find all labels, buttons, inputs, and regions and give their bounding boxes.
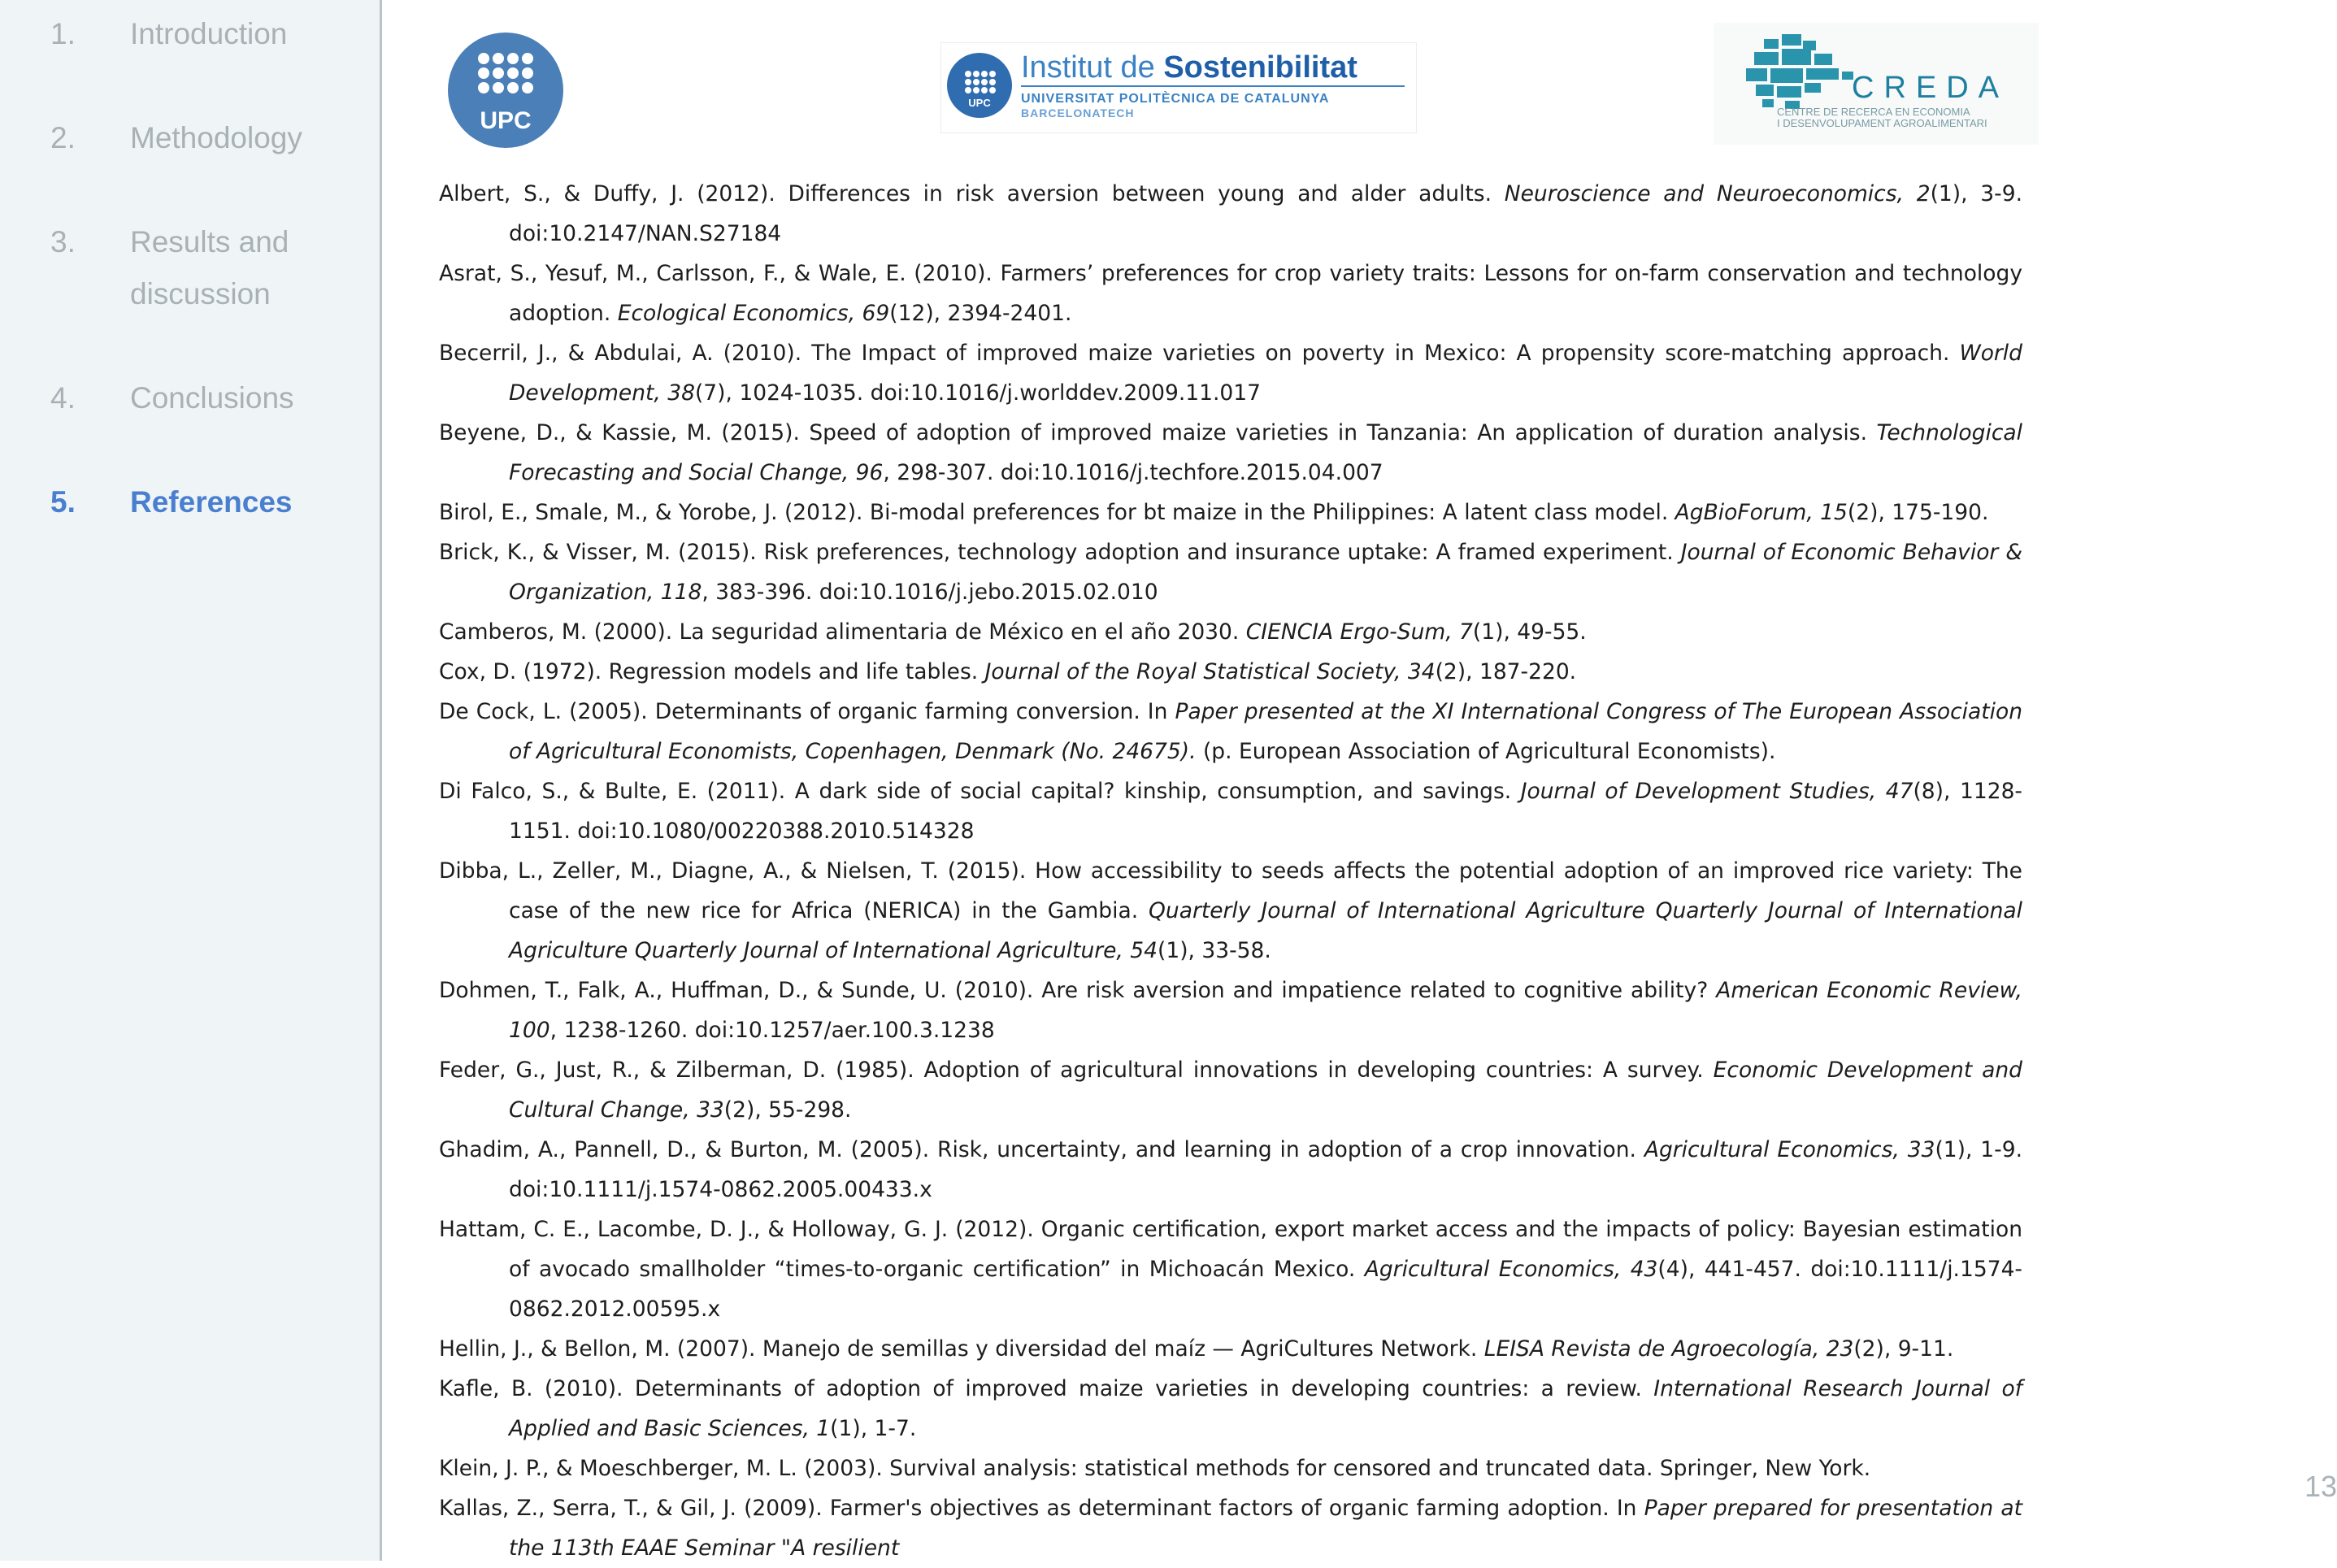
reference-details: , 383-396. doi:10.1016/j.jebo.2015.02.010 (702, 580, 1158, 605)
reference-text: Camberos, M. (2000). La seguridad alimentaria de México en el año 2030. (439, 619, 1246, 645)
reference-source: CIENCIA Ergo-Sum, 7 (1245, 619, 1473, 645)
nav-item-conclusions[interactable] (50, 372, 341, 424)
nav-item-number: 5. (50, 485, 76, 519)
reference-entry (439, 652, 2022, 692)
svg-text:UPC: UPC (968, 97, 991, 109)
upc-logo (443, 33, 569, 148)
reference-entry (439, 1130, 2022, 1210)
reference-source: Agricultural Economics, 33 (1644, 1137, 1935, 1162)
reference-entry (439, 1210, 2022, 1329)
slide-content (384, 0, 2337, 1561)
reference-entry (439, 254, 2022, 333)
reference-text: Hattam, C. E., Lacombe, D. J., & Holloway, G. J. (2012). Organic certification, export market access and the impacts of policy: Bayesian estimation of avocado smallholder “times-to-organic certification” in Michoacán Mexico. (439, 1217, 2022, 1282)
creda-logo (1714, 23, 2039, 145)
nav-item-label: Conclusions (130, 381, 294, 415)
reference-entry (439, 1449, 2022, 1488)
svg-text:I DESENVOLUPAMENT AGROALIMENTA: I DESENVOLUPAMENT AGROALIMENTARI (1777, 117, 1987, 129)
reference-text: Asrat, S., Yesuf, M., Carlsson, F., & Wale, E. (2010). Farmers’ preferences for crop variety traits: Lessons for on-farm conservation and technology adoption. (439, 261, 2022, 326)
svg-text:UNIVERSITAT POLITÈCNICA DE CAT: UNIVERSITAT POLITÈCNICA DE CATALUNYA (1021, 92, 1330, 106)
reference-entry (439, 1329, 2022, 1369)
reference-text: Albert, S., & Duffy, J. (2012). Differences in risk aversion between young and alder adults. (439, 181, 1505, 206)
reference-entry (439, 174, 2022, 254)
nav-item-introduction[interactable] (50, 8, 341, 60)
nav-item-label: Methodology (130, 121, 302, 154)
reference-entry (439, 532, 2022, 612)
reference-details: (1), 49-55. (1472, 619, 1587, 645)
reference-details: (2), 175-190. (1847, 500, 1989, 525)
reference-text: Ghadim, A., Pannell, D., & Burton, M. (2005). Risk, uncertainty, and learning in adoption of a crop innovation. (439, 1137, 1644, 1162)
reference-entry (439, 692, 2022, 771)
reference-details: (7), 1024-1035. doi:10.1016/j.worlddev.2009.11.017 (694, 380, 1261, 406)
reference-source: Journal of the Royal Statistical Society, 34 (984, 659, 1436, 684)
reference-text: Birol, E., Smale, M., & Yorobe, J. (2012). Bi-modal preferences for bt maize in the Philippines: A latent class model. (439, 500, 1675, 525)
reference-entry (439, 771, 2022, 851)
nav-item-number: 2. (50, 121, 76, 154)
reference-details: (1), 33-58. (1158, 938, 1271, 963)
nav-item-number: 3. (50, 225, 76, 258)
reference-text: Beyene, D., & Kassie, M. (2015). Speed of adoption of improved maize varieties in Tanzania: An application of duration analysis. (439, 420, 1877, 445)
reference-details: (4), 441-457. doi:10.1111/j.1574-0862.2012.00595.x (509, 1257, 2022, 1322)
reference-entry (439, 1050, 2022, 1130)
reference-details: (2), 187-220. (1435, 659, 1577, 684)
reference-entry (439, 851, 2022, 971)
reference-text: Hellin, J., & Bellon, M. (2007). Manejo de semillas y diversidad del maíz — AgriCultures Network. (439, 1336, 1484, 1362)
reference-source: World Development, 38 (509, 341, 2022, 406)
nav-item-references[interactable] (50, 476, 341, 528)
reference-details: (2), 9-11. (1853, 1336, 1954, 1362)
reference-entry (439, 1488, 2022, 1568)
nav-item-number: 1. (50, 17, 76, 50)
reference-source: Quarterly Journal of International Agriculture Quarterly Journal of International Agriculture Quarterly Journal of International Agriculture, 54 (509, 898, 2022, 963)
reference-text: Brick, K., & Visser, M. (2015). Risk preferences, technology adoption and insurance uptake: A framed experiment. (439, 540, 1681, 565)
reference-text: Kafle, B. (2010). Determinants of adoption of improved maize varieties in developing countries: a review. (439, 1376, 1654, 1401)
reference-entry (439, 612, 2022, 652)
reference-details: , 298-307. doi:10.1016/j.techfore.2015.04.007 (883, 460, 1384, 485)
svg-text:CREDA: CREDA (1852, 71, 2009, 105)
reference-source: Agricultural Economics, 43 (1364, 1257, 1658, 1282)
reference-entry (439, 1369, 2022, 1449)
reference-entry (439, 413, 2022, 493)
reference-entry (439, 333, 2022, 413)
nav-item-label: References (130, 485, 293, 519)
reference-text: De Cock, L. (2005). Determinants of organic farming conversion. In (439, 699, 1175, 724)
reference-source: Journal of Development Studies, 47 (1520, 779, 1913, 804)
nav-item-label: Results and discussion (130, 225, 289, 311)
reference-text: Feder, G., Just, R., & Zilberman, D. (1985). Adoption of agricultural innovations in developing countries: A survey. (439, 1058, 1714, 1083)
reference-text: Kallas, Z., Serra, T., & Gil, J. (2009). Farmer's objectives as determinant factors of organic farming adoption. In (439, 1496, 1644, 1521)
reference-text: Becerril, J., & Abdulai, A. (2010). The Impact of improved maize varieties on poverty in Mexico: A propensity score-matching approach. (439, 341, 1960, 366)
sidebar-nav (0, 0, 382, 1561)
reference-source: Journal of Economic Behavior & Organization, 118 (509, 540, 2022, 605)
reference-details: (p. European Association of Agricultural Economists). (1196, 739, 1776, 764)
reference-source: Technological Forecasting and Social Change, 96 (509, 420, 2022, 485)
reference-text: Cox, D. (1972). Regression models and life tables. (439, 659, 985, 684)
reference-details: (2), 55-298. (723, 1097, 852, 1123)
reference-details: (8), 1128-1151. doi:10.1080/00220388.2010.514328 (509, 779, 2022, 844)
reference-details: (1), 3-9. doi:10.2147/NAN.S27184 (509, 181, 2022, 246)
institut-sostenibilitat-logo (940, 42, 1417, 133)
reference-details: (1), 1-9. doi:10.1111/j.1574-0862.2005.00433.x (509, 1137, 2023, 1202)
nav-item-methodology[interactable] (50, 112, 341, 164)
reference-source: International Research Journal of Applied and Basic Sciences, 1 (509, 1376, 2022, 1441)
nav-item-number: 4. (50, 381, 76, 415)
upc-logo-text: UPC (480, 107, 532, 134)
page-number: 13 (2304, 1470, 2337, 1503)
svg-text:CENTRE DE RECERCA EN ECONOMIA: CENTRE DE RECERCA EN ECONOMIA (1777, 106, 1970, 118)
reference-text: Dibba, L., Zeller, M., Diagne, A., & Nielsen, T. (2015). How accessibility to seeds affects the potential adoption of an improved rice variety: The case of the new rice for Africa (NERICA) in the Gambia. (439, 858, 2022, 923)
reference-source: Paper prepared for presentation at the 113th EAAE Seminar "A resilient (509, 1496, 2022, 1561)
nav-item-results-and-discussion[interactable] (50, 216, 341, 320)
reference-details: (1), 1-7. (830, 1416, 917, 1441)
reference-text: Di Falco, S., & Bulte, E. (2011). A dark side of social capital? kinship, consumption, and savings. (439, 779, 1521, 804)
references-list (439, 174, 2022, 1568)
reference-source: American Economic Review, 100 (509, 978, 2022, 1043)
reference-text: Dohmen, T., Falk, A., Huffman, D., & Sunde, U. (2010). Are risk aversion and impatience related to cognitive ability? (439, 978, 1717, 1003)
reference-details: (12), 2394-2401. (889, 301, 1072, 326)
reference-entry (439, 493, 2022, 532)
reference-source: LEISA Revista de Agroecología, 23 (1483, 1336, 1854, 1362)
reference-source: Neuroscience and Neuroeconomics, 2 (1504, 181, 1931, 206)
reference-source: AgBioForum, 15 (1675, 500, 1848, 525)
reference-text: Klein, J. P., & Moeschberger, M. L. (2003). Survival analysis: statistical methods for censored and truncated data. Springer, New York. (439, 1456, 1871, 1481)
svg-text:BARCELONATECH: BARCELONATECH (1021, 106, 1135, 119)
reference-details: , 1238-1260. doi:10.1257/aer.100.3.1238 (549, 1018, 995, 1043)
reference-source: Paper presented at the XI International Congress of The European Association of Agricultural Economists, Copenhagen, Denmark (No. 24675). (509, 699, 2022, 764)
nav-item-label: Introduction (130, 17, 288, 50)
svg-text:Institut de Sostenibilitat: Institut de Sostenibilitat (1021, 50, 1357, 85)
reference-source: Economic Development and Cultural Change, 33 (509, 1058, 2022, 1123)
reference-source: Ecological Economics, 69 (617, 301, 890, 326)
reference-entry (439, 971, 2022, 1050)
